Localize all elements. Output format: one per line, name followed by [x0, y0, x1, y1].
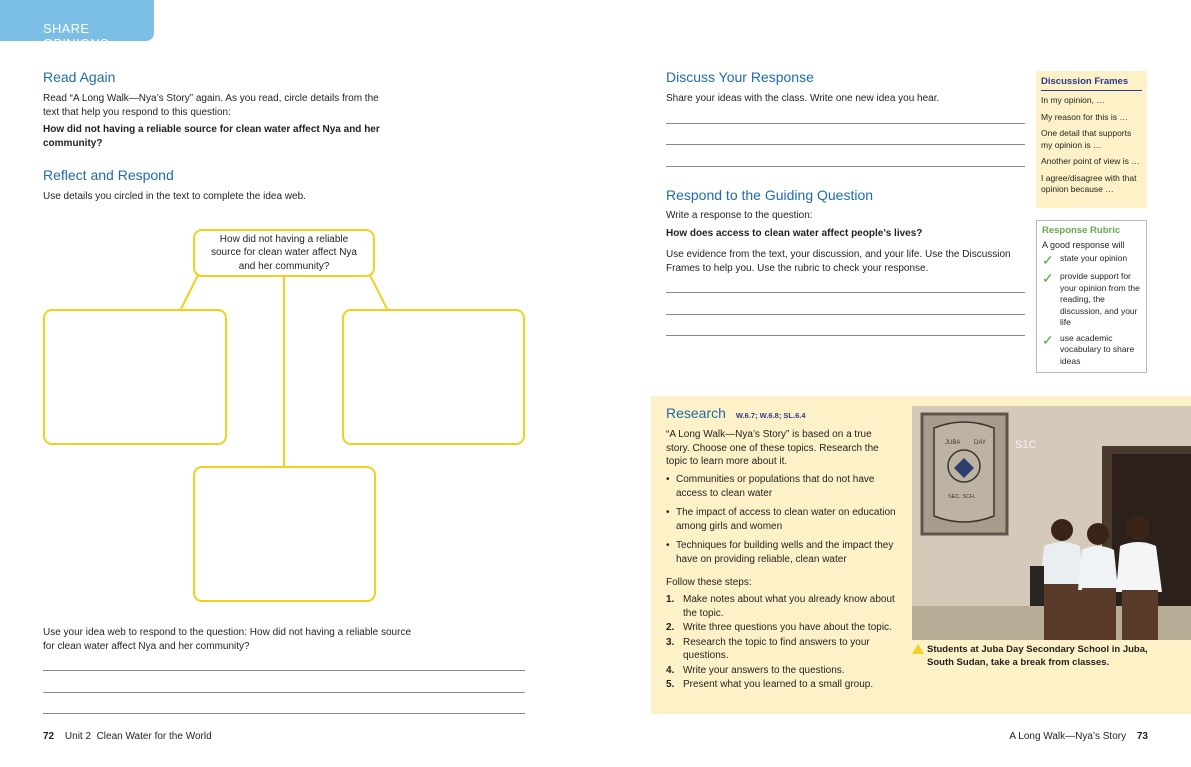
idea-web-box-left[interactable]	[43, 309, 227, 445]
door-label: S1C	[1015, 439, 1037, 451]
idea-web-center-box	[193, 229, 375, 277]
footer-left	[43, 731, 212, 742]
answer-line[interactable]	[43, 713, 525, 714]
guiding-line[interactable]	[666, 292, 1025, 293]
frame-item: Another point of view is …	[1041, 156, 1140, 166]
rubric-item	[1042, 253, 1141, 267]
school-photo	[912, 406, 1191, 640]
discuss-line[interactable]	[666, 123, 1025, 124]
idea-web-center-text: How did not having a reliable source for clean water affect Nya and her community?	[211, 233, 357, 272]
discuss-line[interactable]	[666, 166, 1025, 167]
rubric-item-text: state your opinion	[1060, 253, 1128, 263]
checkmark-icon: ✓	[1042, 252, 1054, 268]
topic-text: Techniques for building wells and the impact they have on providing reliable, clean water	[676, 540, 894, 565]
step-number: 4.	[666, 664, 675, 676]
answer-line[interactable]	[43, 692, 525, 693]
step-number: 3.	[666, 636, 675, 648]
guiding-line[interactable]	[666, 314, 1025, 315]
school-photo-illustration	[912, 406, 1191, 640]
caption-triangle-icon	[912, 644, 924, 654]
frame-item: In my opinion, …	[1041, 95, 1105, 105]
rubric-item-text: use academic vocabulary to share ideas	[1060, 332, 1135, 366]
step-text: Research the topic to find answers to your questions.	[683, 636, 870, 661]
step-item	[666, 678, 896, 692]
guiding-body1: Write a response to the question:	[666, 210, 813, 221]
read-again-body: Read “A Long Walk—Nya’s Story” again. As you read, circle details from the text that help you respond to this question:	[43, 93, 379, 118]
reflect-heading: Reflect and Respond	[43, 167, 174, 183]
step-text: Write three questions you have about the topic.	[683, 622, 892, 633]
frame-item: One detail that supports my opinion is …	[1041, 128, 1132, 150]
research-topics	[666, 473, 896, 572]
frame-item: I agree/disagree with that opinion because …	[1041, 172, 1137, 194]
topic-item: • Techniques for building wells and the impact they have on providing reliable, clean water	[666, 539, 896, 566]
step-item	[666, 593, 896, 620]
step-item	[666, 621, 896, 635]
guiding-body2: Use evidence from the text, your discussion, and your life. Use the Discussion Frames to help you. Use the rubric to check your response.	[666, 249, 1011, 274]
read-again-heading: Read Again	[43, 69, 116, 85]
step-item	[666, 664, 896, 678]
rubric-item-text: provide support for your opinion from the reading, the discussion, and your life	[1060, 271, 1140, 327]
photo-caption: Students at Juba Day Secondary School in Juba, South Sudan, take a break from classes.	[927, 644, 1148, 668]
research-heading: Research	[666, 405, 726, 421]
checkmark-icon: ✓	[1042, 270, 1054, 286]
footer-story-title: A Long Walk—Nya’s Story	[1009, 731, 1127, 742]
reflect-body: Use details you circled in the text to complete the idea web.	[43, 191, 306, 202]
discussion-frames-title: Discussion Frames	[1041, 76, 1142, 91]
page-number-left: 72	[43, 731, 55, 742]
steps-list	[666, 593, 896, 693]
topic-item: • Communities or populations that do not have access to clean water	[666, 473, 896, 500]
step-number: 5.	[666, 679, 675, 690]
answer-line[interactable]	[43, 670, 525, 671]
sign-text: DAY	[974, 440, 986, 446]
topic-text: Communities or populations that do not have access to clean water	[676, 474, 875, 499]
discuss-heading: Discuss Your Response	[666, 69, 814, 85]
research-standards: W.6.7; W.6.8; SL.6.4	[735, 411, 806, 420]
topic-item: • The impact of access to clean water on education among girls and women	[666, 507, 896, 532]
rubric-title: Response Rubric	[1042, 225, 1121, 236]
guiding-heading: Respond to the Guiding Question	[666, 187, 874, 203]
discuss-body: Share your ideas with the class. Write one new idea you hear.	[666, 93, 940, 104]
guiding-line[interactable]	[666, 335, 1025, 336]
idea-web-box-right[interactable]	[342, 309, 525, 445]
idea-web-box-bottom[interactable]	[193, 466, 376, 602]
discussion-frames-panel	[1036, 71, 1147, 208]
checkmark-icon: ✓	[1042, 331, 1054, 348]
step-number: 1.	[666, 594, 675, 605]
sign-text: JUBA	[945, 440, 961, 446]
steps-label: Follow these steps:	[666, 577, 752, 588]
section-tab: SHARE OPINIONS	[0, 0, 154, 41]
response-rubric-panel	[1036, 220, 1147, 373]
rubric-item	[1042, 271, 1141, 329]
sign-text: SEC. SCH.	[948, 494, 976, 500]
research-heading-row	[666, 405, 806, 421]
step-text: Write your answers to the questions.	[683, 664, 845, 676]
step-text: Present what you learned to a small group.	[683, 679, 874, 690]
frame-item: My reason for this is …	[1041, 111, 1128, 122]
read-again-question: How did not having a reliable source for clean water affect Nya and her community?	[43, 124, 380, 149]
rubric-intro: A good response will	[1042, 240, 1125, 250]
guiding-question: How does access to clean water affect people’s lives?	[666, 228, 923, 239]
discuss-line[interactable]	[666, 144, 1025, 145]
step-number: 2.	[666, 622, 675, 633]
use-web-prompt: Use your idea web to respond to the question: How did not having a reliable source for clean water affect Nya and her community?	[43, 627, 412, 652]
footer-unit-text: Unit 2 Clean Water for the World	[64, 731, 212, 742]
research-intro: “A Long Walk—Nya’s Story” is based on a true story. Choose one of these topics. Research the topic to learn more about it.	[666, 429, 879, 467]
page-number-right: 73	[1136, 731, 1148, 742]
step-text: Make notes about what you already know about the topic.	[683, 594, 895, 619]
topic-text: The impact of access to clean water on education among girls and women	[676, 507, 896, 532]
step-item	[666, 636, 896, 663]
footer-right	[1009, 731, 1148, 742]
rubric-item	[1042, 333, 1141, 368]
